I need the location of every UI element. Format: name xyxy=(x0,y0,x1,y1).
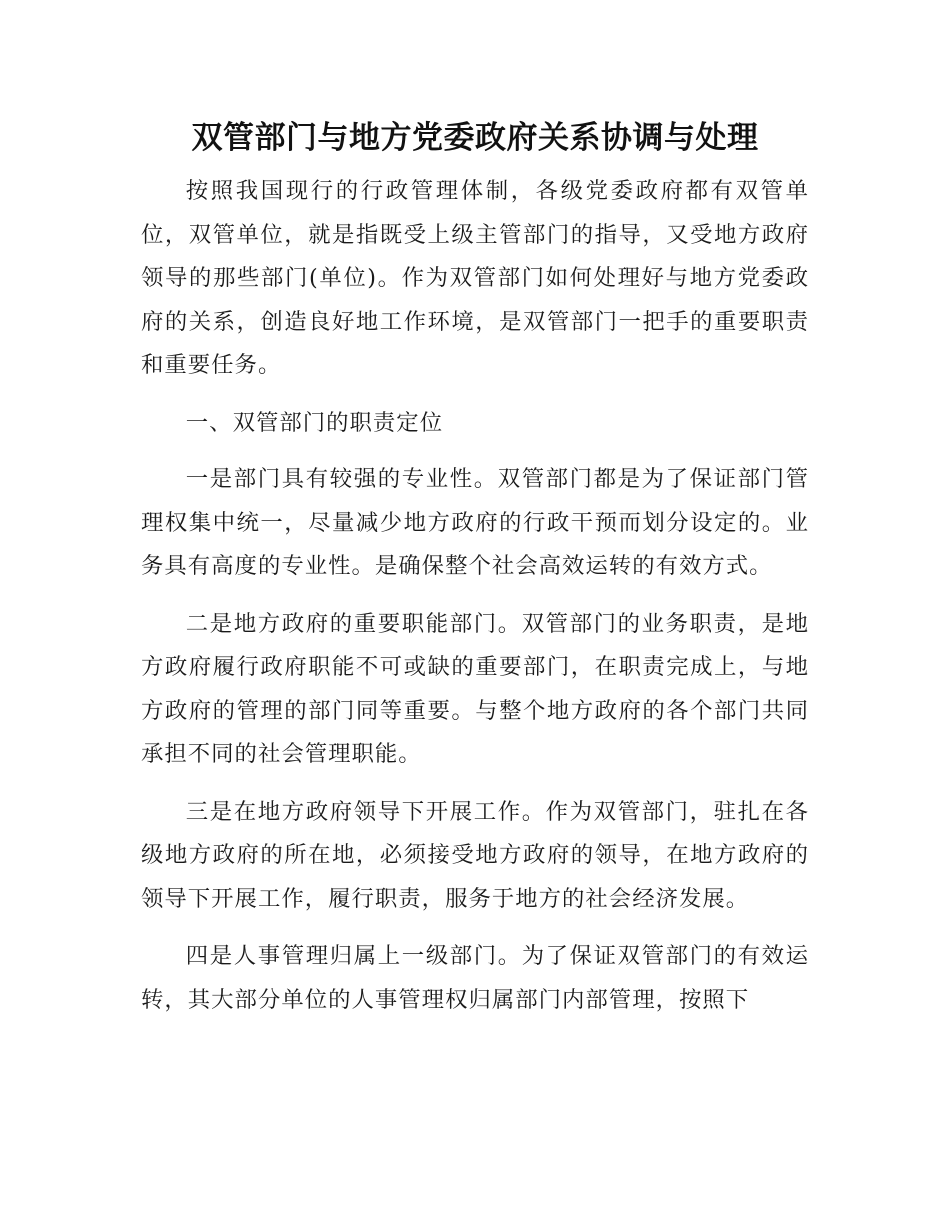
paragraph-point-1: 一是部门具有较强的专业性。双管部门都是为了保证部门管理权集中统一，尽量减少地方政府的行政干预而划分设定的。业务具有高度的专业性。是确保整个社会高效运转的有效方式。 xyxy=(141,466,809,579)
paragraph-point-3: 三是在地方政府领导下开展工作。作为双管部门，驻扎在各级地方政府的所在地，必须接受地方政府的领导，在地方政府的领导下开展工作，履行职责，服务于地方的社会经济发展。 xyxy=(141,798,809,912)
section-heading: 一、双管部门的职责定位 xyxy=(185,409,444,436)
paragraph-point-2: 二是地方政府的重要职能部门。双管部门的业务职责，是地方政府履行政府职能不可或缺的重要部门，在职责完成上，与地方政府的管理的部门同等重要。与整个地方政府的各个部门共同承担不同的社会管理职能。 xyxy=(141,610,809,767)
paragraph-point-4: 四是人事管理归属上一级部门。为了保证双管部门的有效运转，其大部分单位的人事管理权归属部门内部管理，按照下 xyxy=(141,943,809,1013)
document-body xyxy=(141,170,809,1036)
intro-paragraph: 按照我国现行的行政管理体制，各级党委政府都有双管单位，双管单位，就是指既受上级主管部门的指导，又受地方政府领导的那些部门(单位)。作为双管部门如何处理好与地方党委政府的关系，创造良好地工作环境，是双管部门一把手的重要职责和重要任务。 xyxy=(141,178,809,378)
document-title: 双管部门与地方党委政府关系协调与处理 xyxy=(191,120,759,156)
